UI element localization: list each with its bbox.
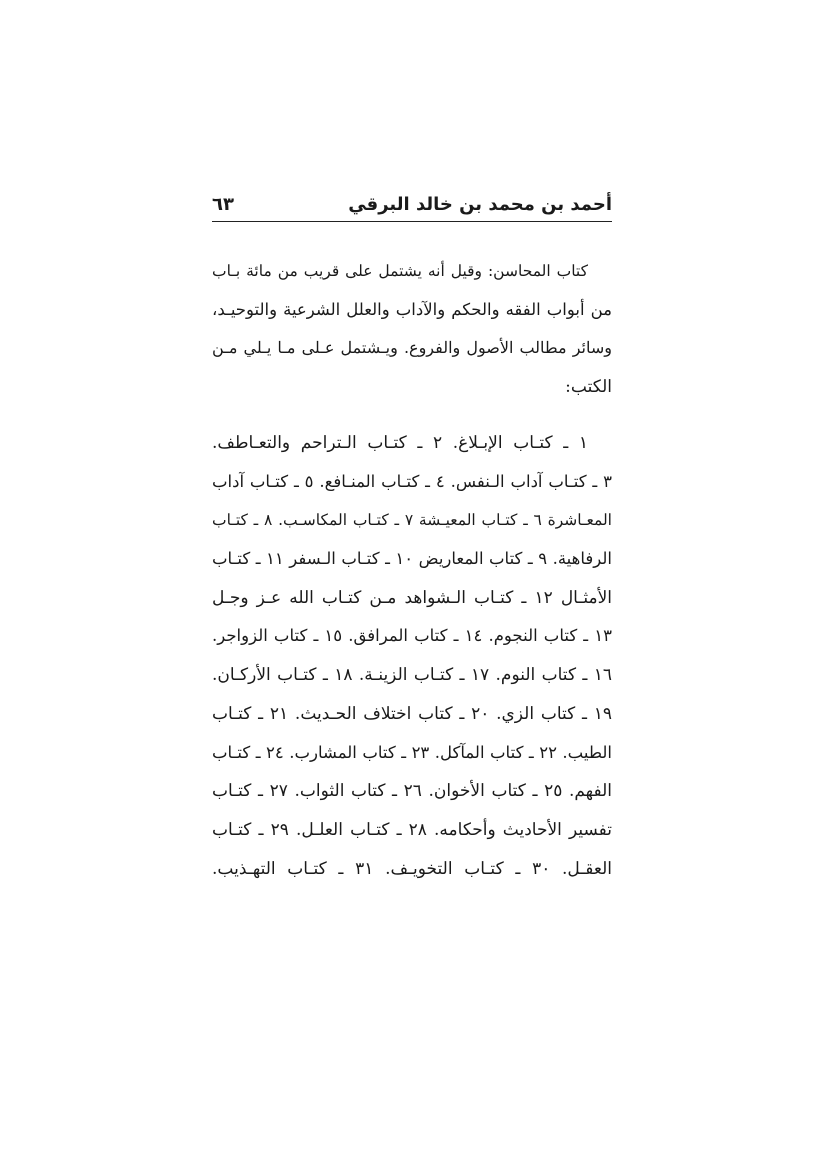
text-line: وسائر مطالب الأصول والفروع. ويـشتمل عـلى مـا يـلي مـن bbox=[212, 338, 612, 358]
books-list-paragraph bbox=[212, 424, 612, 888]
text-line: الرفاهية. ٩ ـ كتاب المعاريض ١٠ ـ كتـاب الـسفر ١١ ـ كتـاب bbox=[212, 549, 612, 569]
text-line: تفسير الأحاديث وأحكامه. ٢٨ ـ كتـاب العلـل. ٢٩ ـ كتـاب bbox=[212, 819, 612, 840]
intro-paragraph bbox=[212, 252, 612, 407]
text-line: الطيب. ٢٢ ـ كتاب المآكل. ٢٣ ـ كتاب المشارب. ٢٤ ـ كتـاب bbox=[212, 742, 612, 762]
text-line: العقـل. ٣٠ ـ كتـاب التخويـف. ٣١ ـ كتـاب التهـذيب. bbox=[212, 858, 612, 879]
running-header bbox=[212, 192, 612, 220]
text-line: المعـاشرة ٦ ـ كتـاب المعيـشة ٧ ـ كتـاب المكاسـب. ٨ ـ كتـاب bbox=[212, 511, 612, 530]
text-line: ١٩ ـ كتاب الزي. ٢٠ ـ كتاب اختلاف الحـديث. ٢١ ـ كتـاب bbox=[212, 703, 612, 724]
text-line: ١٦ ـ كتاب النوم. ١٧ ـ كتـاب الزينـة. ١٨ ـ كتـاب الأركـان. bbox=[212, 665, 612, 686]
text-line: ١ ـ كتـاب الإبـلاغ. ٢ ـ كتـاب الـتراحم والتعـاطف. bbox=[212, 433, 588, 453]
text-line: ١٣ ـ كتاب النجوم. ١٤ ـ كتاب المرافق. ١٥ ـ كتاب الزواجر. bbox=[212, 626, 612, 646]
text-line: الأمثـال ١٢ ـ كتـاب الـشواهد مـن كتـاب الله عـز وجـل bbox=[212, 587, 612, 608]
text-line: من أبواب الفقه والحكم والآداب والعلل الشرعية والتوحيـد، bbox=[212, 299, 612, 319]
text-line: الكتب: bbox=[565, 377, 612, 398]
text-line: كتاب المحاسن: وقيل أنه يشتمل على قريب من مائة بـاب bbox=[212, 262, 588, 280]
text-line: الفهم. ٢٥ ـ كتاب الأخوان. ٢٦ ـ كتاب الثواب. ٢٧ ـ كتـاب bbox=[212, 781, 612, 802]
header-rule bbox=[212, 221, 612, 222]
text-line: ٣ ـ كتـاب آداب الـنفس. ٤ ـ كتـاب المنـافع. ٥ ـ كتـاب آداب bbox=[212, 471, 612, 491]
page-number: ٦٣ bbox=[212, 194, 234, 215]
header-title: أحمد بن محمد بن خالد البرقي bbox=[348, 194, 612, 215]
